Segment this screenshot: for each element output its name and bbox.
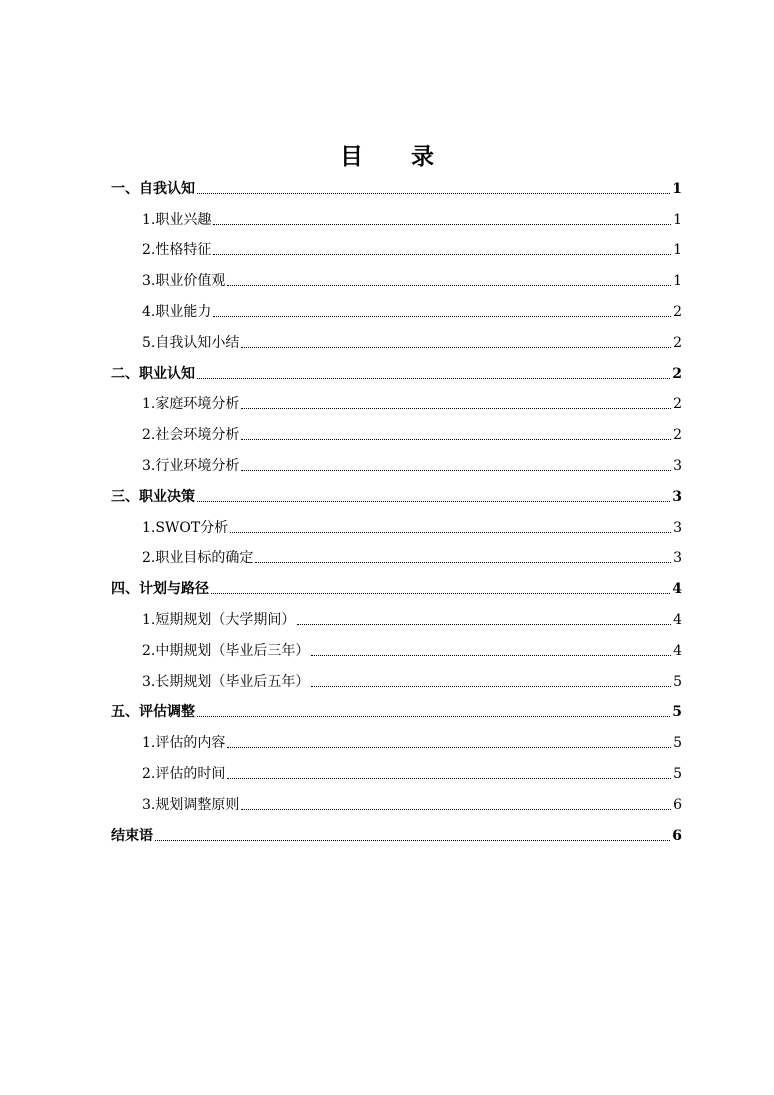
toc-dot-leader: [241, 470, 671, 471]
toc-entry-label: 2.评估的时间: [142, 765, 226, 782]
toc-entry-label: 3.长期规划（毕业后五年）: [142, 673, 310, 690]
toc-entry-page-number: 3: [673, 519, 682, 536]
toc-entry-page-number: 2: [673, 334, 682, 351]
toc-entry-page-number: 4: [673, 611, 682, 628]
toc-entry-label: 一、自我认知: [111, 180, 195, 197]
toc-entry-label: 3.职业价值观: [142, 273, 226, 290]
toc-entry-label: 2.中期规划（毕业后三年）: [142, 642, 310, 659]
toc-dot-leader: [311, 655, 671, 656]
toc-entry-section[interactable]: [111, 198, 682, 229]
toc-entry-section[interactable]: [111, 721, 682, 752]
toc-entry-section[interactable]: [111, 783, 682, 814]
toc-dot-leader: [241, 408, 671, 409]
toc-dot-leader: [197, 193, 670, 194]
toc-dot-leader: [241, 439, 671, 440]
toc-entry-page-number: 5: [673, 673, 682, 690]
toc-entry-page-number: 2: [673, 427, 682, 444]
toc-entry-section[interactable]: [111, 383, 682, 414]
toc-entry-chapter[interactable]: [111, 814, 682, 845]
toc-dot-leader: [213, 316, 671, 317]
toc-entry-page-number: 1: [673, 242, 682, 259]
toc-entry-label: 1.职业兴趣: [142, 211, 212, 228]
toc-entry-label: 1.短期规划（大学期间）: [142, 611, 296, 628]
toc-entry-chapter[interactable]: [111, 167, 682, 198]
toc-entry-label: 1.SWOT分析: [142, 519, 229, 536]
toc-list: [111, 167, 682, 845]
toc-dot-leader: [211, 593, 670, 594]
toc-entry-label: 二、职业认知: [111, 365, 195, 382]
toc-entry-page-number: 4: [673, 642, 682, 659]
toc-dot-leader: [227, 778, 671, 779]
toc-entry-section[interactable]: [111, 290, 682, 321]
toc-entry-label: 5.自我认知小结: [142, 334, 240, 351]
toc-entry-label: 三、职业决策: [111, 488, 195, 505]
toc-entry-section[interactable]: [111, 444, 682, 475]
toc-entry-label: 结束语: [111, 827, 153, 844]
toc-entry-page-number: 5: [673, 735, 682, 752]
toc-dot-leader: [227, 285, 671, 286]
toc-entry-chapter[interactable]: [111, 475, 682, 506]
toc-entry-section[interactable]: [111, 413, 682, 444]
toc-entry-page-number: 6: [672, 827, 682, 844]
toc-entry-section[interactable]: [111, 229, 682, 260]
toc-entry-label: 1.家庭环境分析: [142, 396, 240, 413]
toc-entry-chapter[interactable]: [111, 352, 682, 383]
toc-entry-page-number: 1: [673, 211, 682, 228]
toc-entry-chapter[interactable]: [111, 567, 682, 598]
toc-entry-page-number: 3: [673, 550, 682, 567]
toc-entry-section[interactable]: [111, 629, 682, 660]
toc-entry-label: 四、计划与路径: [111, 581, 209, 598]
toc-entry-page-number: 2: [673, 303, 682, 320]
toc-entry-section[interactable]: [111, 598, 682, 629]
toc-dot-leader: [197, 716, 670, 717]
toc-entry-chapter[interactable]: [111, 691, 682, 722]
toc-entry-section[interactable]: [111, 537, 682, 568]
toc-entry-page-number: 3: [673, 457, 682, 474]
toc-dot-leader: [197, 378, 670, 379]
toc-entry-label: 4.职业能力: [142, 303, 212, 320]
toc-dot-leader: [241, 347, 671, 348]
toc-entry-page-number: 2: [672, 365, 682, 382]
toc-dot-leader: [241, 809, 671, 810]
toc-title: 目 录: [339, 143, 454, 170]
toc-dot-leader: [230, 532, 671, 533]
toc-entry-section[interactable]: [111, 660, 682, 691]
toc-dot-leader: [197, 501, 670, 502]
toc-entry-label: 2.职业目标的确定: [142, 550, 254, 567]
toc-entry-page-number: 1: [673, 273, 682, 290]
toc-entry-page-number: 5: [673, 765, 682, 782]
toc-entry-page-number: 1: [672, 180, 682, 197]
toc-dot-leader: [255, 562, 671, 563]
toc-entry-page-number: 5: [672, 704, 682, 721]
toc-entry-label: 五、评估调整: [111, 704, 195, 721]
toc-entry-section[interactable]: [111, 321, 682, 352]
toc-dot-leader: [311, 686, 671, 687]
toc-entry-page-number: 4: [672, 581, 682, 598]
toc-dot-leader: [227, 747, 671, 748]
toc-entry-label: 2.社会环境分析: [142, 427, 240, 444]
toc-dot-leader: [213, 254, 671, 255]
toc-dot-leader: [155, 840, 670, 841]
toc-entry-label: 3.规划调整原则: [142, 796, 240, 813]
toc-entry-page-number: 2: [673, 396, 682, 413]
toc-entry-section[interactable]: [111, 506, 682, 537]
toc-dot-leader: [213, 224, 671, 225]
toc-entry-section[interactable]: [111, 752, 682, 783]
toc-entry-label: 2.性格特征: [142, 242, 212, 259]
toc-entry-page-number: 6: [673, 796, 682, 813]
toc-entry-section[interactable]: [111, 259, 682, 290]
toc-entry-label: 3.行业环境分析: [142, 457, 240, 474]
toc-entry-label: 1.评估的内容: [142, 735, 226, 752]
toc-dot-leader: [297, 624, 671, 625]
toc-entry-page-number: 3: [672, 488, 682, 505]
